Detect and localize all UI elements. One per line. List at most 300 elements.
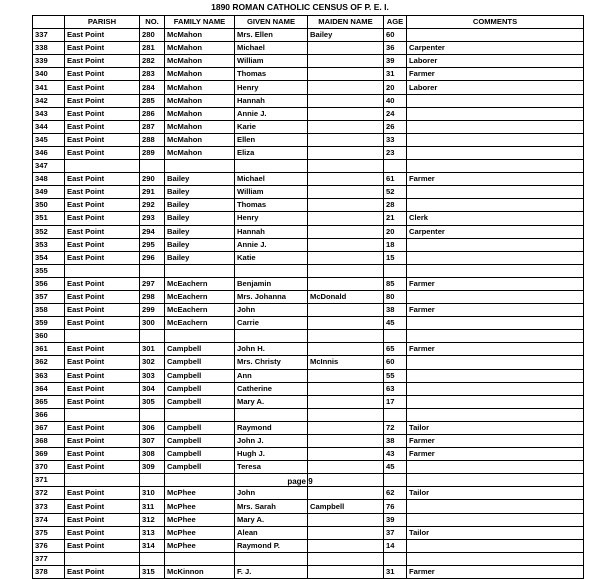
no-cell: 292 bbox=[140, 199, 165, 212]
table-row bbox=[33, 461, 584, 474]
comments-cell bbox=[407, 251, 584, 264]
comments-cell: Carpenter bbox=[407, 225, 584, 238]
table-row bbox=[33, 526, 584, 539]
given-name-cell: Hannah bbox=[235, 225, 308, 238]
table-row bbox=[33, 133, 584, 146]
given-name-cell: Ellen bbox=[235, 133, 308, 146]
page-number: page 9 bbox=[287, 477, 313, 486]
no-cell: 299 bbox=[140, 304, 165, 317]
row-number: 378 bbox=[33, 565, 65, 578]
maiden-name-cell bbox=[308, 408, 384, 421]
age-cell: 62 bbox=[384, 487, 407, 500]
comments-cell bbox=[407, 264, 584, 277]
parish-cell: East Point bbox=[65, 395, 140, 408]
row-number: 360 bbox=[33, 330, 65, 343]
age-cell: 21 bbox=[384, 212, 407, 225]
maiden-name-cell: Campbell bbox=[308, 500, 384, 513]
given-name-cell: John H. bbox=[235, 343, 308, 356]
row-number: 349 bbox=[33, 186, 65, 199]
family-name-cell: Bailey bbox=[165, 173, 235, 186]
table-row bbox=[33, 212, 584, 225]
row-number: 376 bbox=[33, 539, 65, 552]
no-cell: 314 bbox=[140, 539, 165, 552]
row-number: 364 bbox=[33, 382, 65, 395]
family-name-cell: Campbell bbox=[165, 461, 235, 474]
age-cell: 55 bbox=[384, 369, 407, 382]
page-title: 1890 ROMAN CATHOLIC CENSUS OF P. E. I. bbox=[211, 2, 389, 12]
family-name-cell: Bailey bbox=[165, 212, 235, 225]
no-cell: 306 bbox=[140, 421, 165, 434]
table-row bbox=[33, 29, 584, 42]
no-cell: 297 bbox=[140, 277, 165, 290]
no-cell: 298 bbox=[140, 290, 165, 303]
comments-cell: Farmer bbox=[407, 173, 584, 186]
row-number: 347 bbox=[33, 160, 65, 173]
family-name-cell: McMahon bbox=[165, 120, 235, 133]
family-name-cell: McMahon bbox=[165, 94, 235, 107]
age-cell: 76 bbox=[384, 500, 407, 513]
comments-cell: Farmer bbox=[407, 304, 584, 317]
table-row bbox=[33, 160, 584, 173]
maiden-name-cell bbox=[308, 94, 384, 107]
maiden-name-cell bbox=[308, 173, 384, 186]
maiden-name-cell bbox=[308, 199, 384, 212]
row-number: 353 bbox=[33, 238, 65, 251]
age-cell: 17 bbox=[384, 395, 407, 408]
comments-cell: Carpenter bbox=[407, 42, 584, 55]
comments-cell: Laborer bbox=[407, 81, 584, 94]
family-name-cell: McMahon bbox=[165, 29, 235, 42]
no-cell: 305 bbox=[140, 395, 165, 408]
family-name-cell: Campbell bbox=[165, 382, 235, 395]
maiden-name-cell bbox=[308, 435, 384, 448]
family-name-cell bbox=[165, 330, 235, 343]
age-cell: 39 bbox=[384, 513, 407, 526]
age-cell: 38 bbox=[384, 435, 407, 448]
family-name-cell: Campbell bbox=[165, 395, 235, 408]
given-name-cell: Hannah bbox=[235, 94, 308, 107]
row-number: 337 bbox=[33, 29, 65, 42]
no-cell: 294 bbox=[140, 225, 165, 238]
family-name-cell: McPhee bbox=[165, 539, 235, 552]
family-name-cell: Bailey bbox=[165, 238, 235, 251]
given-name-cell: Henry bbox=[235, 212, 308, 225]
row-number: 358 bbox=[33, 304, 65, 317]
given-name-cell: Henry bbox=[235, 81, 308, 94]
age-cell: 28 bbox=[384, 199, 407, 212]
age-cell: 14 bbox=[384, 539, 407, 552]
row-number: 366 bbox=[33, 408, 65, 421]
no-cell: 303 bbox=[140, 369, 165, 382]
table-row bbox=[33, 513, 584, 526]
row-number: 368 bbox=[33, 435, 65, 448]
age-cell: 37 bbox=[384, 526, 407, 539]
table-row bbox=[33, 199, 584, 212]
family-name-cell: Bailey bbox=[165, 225, 235, 238]
family-name-cell: McMahon bbox=[165, 81, 235, 94]
age-cell: 38 bbox=[384, 304, 407, 317]
age-cell: 63 bbox=[384, 382, 407, 395]
row-number: 369 bbox=[33, 448, 65, 461]
no-cell: 310 bbox=[140, 487, 165, 500]
table-row bbox=[33, 186, 584, 199]
family-name-cell: Bailey bbox=[165, 199, 235, 212]
row-number: 357 bbox=[33, 290, 65, 303]
row-number: 348 bbox=[33, 173, 65, 186]
table-row bbox=[33, 565, 584, 578]
parish-cell: East Point bbox=[65, 107, 140, 120]
parish-cell: East Point bbox=[65, 251, 140, 264]
given-name-cell: Mrs. Johanna bbox=[235, 290, 308, 303]
age-cell: 52 bbox=[384, 186, 407, 199]
comments-cell bbox=[407, 290, 584, 303]
given-name-cell: William bbox=[235, 55, 308, 68]
given-name-cell: Hugh J. bbox=[235, 448, 308, 461]
table-row bbox=[33, 251, 584, 264]
table-row bbox=[33, 382, 584, 395]
no-cell: 304 bbox=[140, 382, 165, 395]
family-name-cell: McKinnon bbox=[165, 565, 235, 578]
given-name-cell: Carrie bbox=[235, 317, 308, 330]
given-name-cell: Karie bbox=[235, 120, 308, 133]
age-cell: 33 bbox=[384, 133, 407, 146]
comments-cell bbox=[407, 382, 584, 395]
no-cell: 290 bbox=[140, 173, 165, 186]
family-name-cell: McEachern bbox=[165, 290, 235, 303]
census-body bbox=[33, 29, 584, 579]
given-name-cell: Mrs. Sarah bbox=[235, 500, 308, 513]
no-cell: 313 bbox=[140, 526, 165, 539]
no-cell: 296 bbox=[140, 251, 165, 264]
given-name-cell: Mrs. Christy bbox=[235, 356, 308, 369]
no-cell: 288 bbox=[140, 133, 165, 146]
row-number: 346 bbox=[33, 146, 65, 159]
row-number: 351 bbox=[33, 212, 65, 225]
no-cell: 302 bbox=[140, 356, 165, 369]
row-number: 375 bbox=[33, 526, 65, 539]
maiden-name-cell bbox=[308, 55, 384, 68]
no-cell: 311 bbox=[140, 500, 165, 513]
maiden-name-cell bbox=[308, 107, 384, 120]
maiden-name-cell bbox=[308, 264, 384, 277]
family-name-cell: Campbell bbox=[165, 421, 235, 434]
maiden-name-cell bbox=[308, 317, 384, 330]
no-cell: 315 bbox=[140, 565, 165, 578]
parish-cell: East Point bbox=[65, 304, 140, 317]
given-name-cell bbox=[235, 330, 308, 343]
comments-cell: Clerk bbox=[407, 212, 584, 225]
maiden-name-cell bbox=[308, 565, 384, 578]
given-name-cell bbox=[235, 552, 308, 565]
maiden-name-cell bbox=[308, 552, 384, 565]
header-comments: COMMENTS bbox=[407, 16, 584, 29]
maiden-name-cell bbox=[308, 277, 384, 290]
given-name-cell bbox=[235, 160, 308, 173]
family-name-cell: McPhee bbox=[165, 526, 235, 539]
age-cell: 18 bbox=[384, 238, 407, 251]
row-number: 356 bbox=[33, 277, 65, 290]
parish-cell: East Point bbox=[65, 461, 140, 474]
row-number: 371 bbox=[33, 474, 65, 487]
given-name-cell: Annie J. bbox=[235, 107, 308, 120]
family-name-cell: Bailey bbox=[165, 186, 235, 199]
table-row bbox=[33, 343, 584, 356]
parish-cell: East Point bbox=[65, 356, 140, 369]
given-name-cell: Annie J. bbox=[235, 238, 308, 251]
given-name-cell: Mary A. bbox=[235, 513, 308, 526]
table-row bbox=[33, 238, 584, 251]
parish-cell: East Point bbox=[65, 421, 140, 434]
age-cell: 45 bbox=[384, 317, 407, 330]
table-row bbox=[33, 487, 584, 500]
parish-cell: East Point bbox=[65, 277, 140, 290]
no-cell: 286 bbox=[140, 107, 165, 120]
age-cell: 80 bbox=[384, 290, 407, 303]
row-number: 342 bbox=[33, 94, 65, 107]
parish-cell bbox=[65, 264, 140, 277]
age-cell: 15 bbox=[384, 251, 407, 264]
comments-cell: Farmer bbox=[407, 448, 584, 461]
comments-cell bbox=[407, 94, 584, 107]
age-cell: 45 bbox=[384, 461, 407, 474]
age-cell: 85 bbox=[384, 277, 407, 290]
age-cell: 20 bbox=[384, 81, 407, 94]
age-cell bbox=[384, 330, 407, 343]
family-name-cell bbox=[165, 552, 235, 565]
table-row bbox=[33, 277, 584, 290]
no-cell: 312 bbox=[140, 513, 165, 526]
header-age: AGE bbox=[384, 16, 407, 29]
maiden-name-cell bbox=[308, 251, 384, 264]
comments-cell bbox=[407, 133, 584, 146]
table-row bbox=[33, 408, 584, 421]
comments-cell: Tailor bbox=[407, 421, 584, 434]
no-cell: 307 bbox=[140, 435, 165, 448]
age-cell: 31 bbox=[384, 68, 407, 81]
table-row bbox=[33, 94, 584, 107]
row-number: 377 bbox=[33, 552, 65, 565]
row-number: 352 bbox=[33, 225, 65, 238]
given-name-cell: Mrs. Ellen bbox=[235, 29, 308, 42]
maiden-name-cell bbox=[308, 120, 384, 133]
given-name-cell: John bbox=[235, 304, 308, 317]
maiden-name-cell bbox=[308, 212, 384, 225]
age-cell: 24 bbox=[384, 107, 407, 120]
comments-cell bbox=[407, 29, 584, 42]
no-cell: 295 bbox=[140, 238, 165, 251]
table-row bbox=[33, 330, 584, 343]
row-number: 355 bbox=[33, 264, 65, 277]
comments-cell bbox=[407, 461, 584, 474]
table-row bbox=[33, 552, 584, 565]
family-name-cell: McPhee bbox=[165, 513, 235, 526]
comments-cell bbox=[407, 186, 584, 199]
maiden-name-cell bbox=[308, 238, 384, 251]
family-name-cell: McEachern bbox=[165, 317, 235, 330]
age-cell bbox=[384, 408, 407, 421]
header-maiden-name: MAIDEN NAME bbox=[308, 16, 384, 29]
row-number: 344 bbox=[33, 120, 65, 133]
comments-cell: Tailor bbox=[407, 487, 584, 500]
header-parish: PARISH bbox=[65, 16, 140, 29]
maiden-name-cell bbox=[308, 304, 384, 317]
comments-cell bbox=[407, 500, 584, 513]
given-name-cell: Michael bbox=[235, 173, 308, 186]
no-cell: 289 bbox=[140, 146, 165, 159]
parish-cell: East Point bbox=[65, 94, 140, 107]
family-name-cell: McEachern bbox=[165, 277, 235, 290]
table-row bbox=[33, 107, 584, 120]
parish-cell: East Point bbox=[65, 173, 140, 186]
header-no: NO. bbox=[140, 16, 165, 29]
parish-cell bbox=[65, 552, 140, 565]
family-name-cell: McEachern bbox=[165, 304, 235, 317]
no-cell: 284 bbox=[140, 81, 165, 94]
family-name-cell: McMahon bbox=[165, 146, 235, 159]
header-row bbox=[33, 16, 584, 29]
no-cell: 291 bbox=[140, 186, 165, 199]
age-cell: 26 bbox=[384, 120, 407, 133]
table-row bbox=[33, 120, 584, 133]
given-name-cell: Catherine bbox=[235, 382, 308, 395]
given-name-cell: Benjamin bbox=[235, 277, 308, 290]
comments-cell bbox=[407, 539, 584, 552]
parish-cell: East Point bbox=[65, 55, 140, 68]
row-number: 339 bbox=[33, 55, 65, 68]
row-number: 362 bbox=[33, 356, 65, 369]
table-row bbox=[33, 421, 584, 434]
age-cell: 61 bbox=[384, 173, 407, 186]
parish-cell: East Point bbox=[65, 29, 140, 42]
given-name-cell: William bbox=[235, 186, 308, 199]
row-number: 343 bbox=[33, 107, 65, 120]
parish-cell: East Point bbox=[65, 120, 140, 133]
header-given-name: GIVEN NAME bbox=[235, 16, 308, 29]
comments-cell bbox=[407, 513, 584, 526]
row-number: 350 bbox=[33, 199, 65, 212]
age-cell bbox=[384, 160, 407, 173]
table-row bbox=[33, 435, 584, 448]
no-cell: 308 bbox=[140, 448, 165, 461]
parish-cell: East Point bbox=[65, 382, 140, 395]
given-name-cell: Raymond bbox=[235, 421, 308, 434]
comments-cell: Tailor bbox=[407, 526, 584, 539]
table-row bbox=[33, 290, 584, 303]
comments-cell bbox=[407, 317, 584, 330]
maiden-name-cell bbox=[308, 526, 384, 539]
comments-cell: Farmer bbox=[407, 343, 584, 356]
maiden-name-cell bbox=[308, 369, 384, 382]
maiden-name-cell: McDonald bbox=[308, 290, 384, 303]
maiden-name-cell bbox=[308, 42, 384, 55]
maiden-name-cell bbox=[308, 330, 384, 343]
parish-cell: East Point bbox=[65, 238, 140, 251]
parish-cell: East Point bbox=[65, 186, 140, 199]
given-name-cell: Raymond P. bbox=[235, 539, 308, 552]
row-number: 373 bbox=[33, 500, 65, 513]
family-name-cell: Campbell bbox=[165, 356, 235, 369]
no-cell bbox=[140, 330, 165, 343]
family-name-cell: McMahon bbox=[165, 55, 235, 68]
family-name-cell: McPhee bbox=[165, 500, 235, 513]
maiden-name-cell bbox=[308, 146, 384, 159]
row-number: 338 bbox=[33, 42, 65, 55]
family-name-cell: Bailey bbox=[165, 251, 235, 264]
parish-cell: East Point bbox=[65, 199, 140, 212]
given-name-cell: F. J. bbox=[235, 565, 308, 578]
maiden-name-cell bbox=[308, 68, 384, 81]
family-name-cell: Campbell bbox=[165, 448, 235, 461]
parish-cell bbox=[65, 330, 140, 343]
no-cell: 282 bbox=[140, 55, 165, 68]
maiden-name-cell bbox=[308, 513, 384, 526]
parish-cell: East Point bbox=[65, 539, 140, 552]
age-cell: 40 bbox=[384, 94, 407, 107]
given-name-cell: Teresa bbox=[235, 461, 308, 474]
maiden-name-cell bbox=[308, 421, 384, 434]
parish-cell: East Point bbox=[65, 565, 140, 578]
parish-cell: East Point bbox=[65, 225, 140, 238]
parish-cell: East Point bbox=[65, 369, 140, 382]
family-name-cell: Campbell bbox=[165, 369, 235, 382]
no-cell: 285 bbox=[140, 94, 165, 107]
maiden-name-cell bbox=[308, 395, 384, 408]
comments-cell bbox=[407, 146, 584, 159]
family-name-cell: McMahon bbox=[165, 68, 235, 81]
parish-cell bbox=[65, 408, 140, 421]
maiden-name-cell bbox=[308, 539, 384, 552]
comments-cell bbox=[407, 369, 584, 382]
table-row bbox=[33, 42, 584, 55]
age-cell: 20 bbox=[384, 225, 407, 238]
maiden-name-cell bbox=[308, 186, 384, 199]
no-cell: 309 bbox=[140, 461, 165, 474]
family-name-cell bbox=[165, 160, 235, 173]
row-number: 341 bbox=[33, 81, 65, 94]
given-name-cell: Ann bbox=[235, 369, 308, 382]
maiden-name-cell bbox=[308, 81, 384, 94]
comments-cell bbox=[407, 160, 584, 173]
parish-cell: East Point bbox=[65, 68, 140, 81]
table-row bbox=[33, 395, 584, 408]
comments-cell bbox=[407, 356, 584, 369]
family-name-cell: McPhee bbox=[165, 487, 235, 500]
table-row bbox=[33, 264, 584, 277]
row-number: 372 bbox=[33, 487, 65, 500]
given-name-cell: Eliza bbox=[235, 146, 308, 159]
parish-cell: East Point bbox=[65, 81, 140, 94]
no-cell: 301 bbox=[140, 343, 165, 356]
row-number: 365 bbox=[33, 395, 65, 408]
header-row-number bbox=[33, 16, 65, 29]
comments-cell bbox=[407, 395, 584, 408]
given-name-cell: Thomas bbox=[235, 68, 308, 81]
parish-cell: East Point bbox=[65, 42, 140, 55]
family-name-cell: McMahon bbox=[165, 42, 235, 55]
parish-cell: East Point bbox=[65, 290, 140, 303]
family-name-cell bbox=[165, 264, 235, 277]
parish-cell: East Point bbox=[65, 146, 140, 159]
parish-cell: East Point bbox=[65, 526, 140, 539]
age-cell: 36 bbox=[384, 42, 407, 55]
age-cell bbox=[384, 264, 407, 277]
comments-cell bbox=[407, 238, 584, 251]
no-cell bbox=[140, 408, 165, 421]
family-name-cell: McMahon bbox=[165, 133, 235, 146]
row-number: 340 bbox=[33, 68, 65, 81]
given-name-cell bbox=[235, 264, 308, 277]
age-cell: 39 bbox=[384, 55, 407, 68]
